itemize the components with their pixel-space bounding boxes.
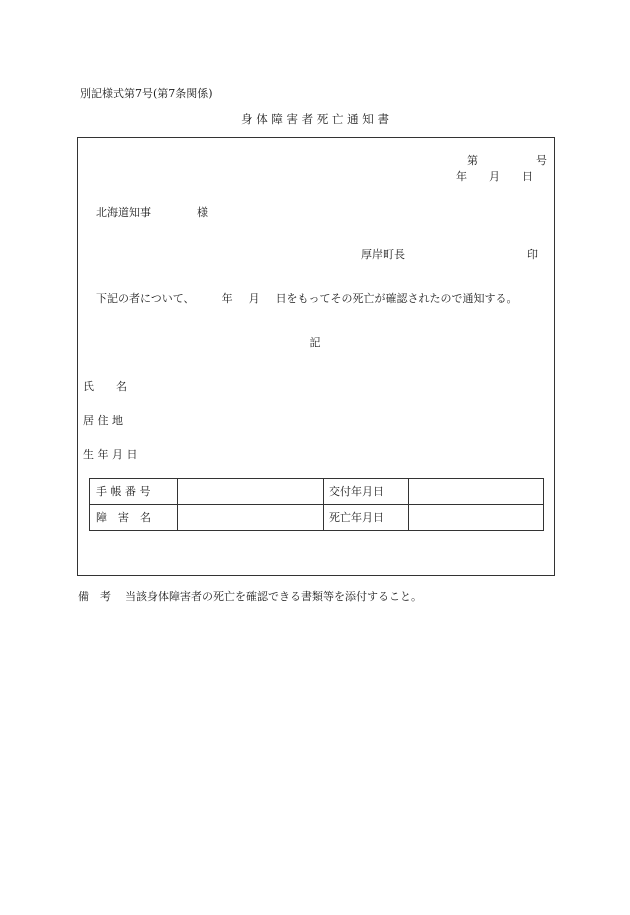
date-month: 月: [489, 170, 500, 183]
body-part2: 日をもってその死亡が確認されたので通知する。: [275, 292, 518, 305]
remarks-note: [78, 591, 422, 602]
document-date-line: [456, 171, 533, 182]
issue-date-label: 交付年月日: [324, 479, 409, 505]
seal-mark: 印: [527, 248, 538, 261]
handbook-number-label: 手 帳 番 号: [90, 479, 178, 505]
certificate-info-table: [89, 478, 544, 531]
body-month: 月: [248, 292, 260, 305]
body-year: 年: [221, 292, 233, 305]
addressee-honorific: 様: [197, 206, 208, 219]
body-part1: 下記の者について、: [96, 292, 195, 305]
document-title: 身 体 障 害 者 死 亡 通 知 書: [241, 112, 389, 126]
ki-heading: 記: [309, 336, 321, 349]
remarks-label: 備 考: [78, 590, 111, 603]
table-row: [90, 479, 544, 505]
addressee-line: [96, 207, 208, 218]
death-date-cell: [409, 505, 544, 531]
number-prefix: 第: [467, 154, 478, 167]
date-year: 年: [456, 170, 467, 183]
name-label: 氏 名: [83, 380, 127, 393]
form-number-label: 別記様式第7号(第7条関係): [80, 87, 213, 100]
sender-name: 厚岸町長: [361, 248, 405, 261]
death-date-label: 死亡年月日: [324, 505, 409, 531]
disability-name-label: 障 害 名: [90, 505, 178, 531]
notification-body: [96, 293, 518, 304]
handbook-number-cell: [178, 479, 324, 505]
addressee-name: 北海道知事: [96, 206, 151, 219]
table-row: [90, 505, 544, 531]
issue-date-cell: [409, 479, 544, 505]
remarks-text: 当該身体障害者の死亡を確認できる書類等を添付すること。: [125, 590, 422, 603]
number-suffix: 号: [536, 154, 547, 167]
birthdate-label: 生 年 月 日: [83, 448, 138, 461]
address-label: 居 住 地: [83, 414, 123, 427]
date-day: 日: [522, 170, 533, 183]
disability-name-cell: [178, 505, 324, 531]
document-number-line: [467, 155, 547, 166]
